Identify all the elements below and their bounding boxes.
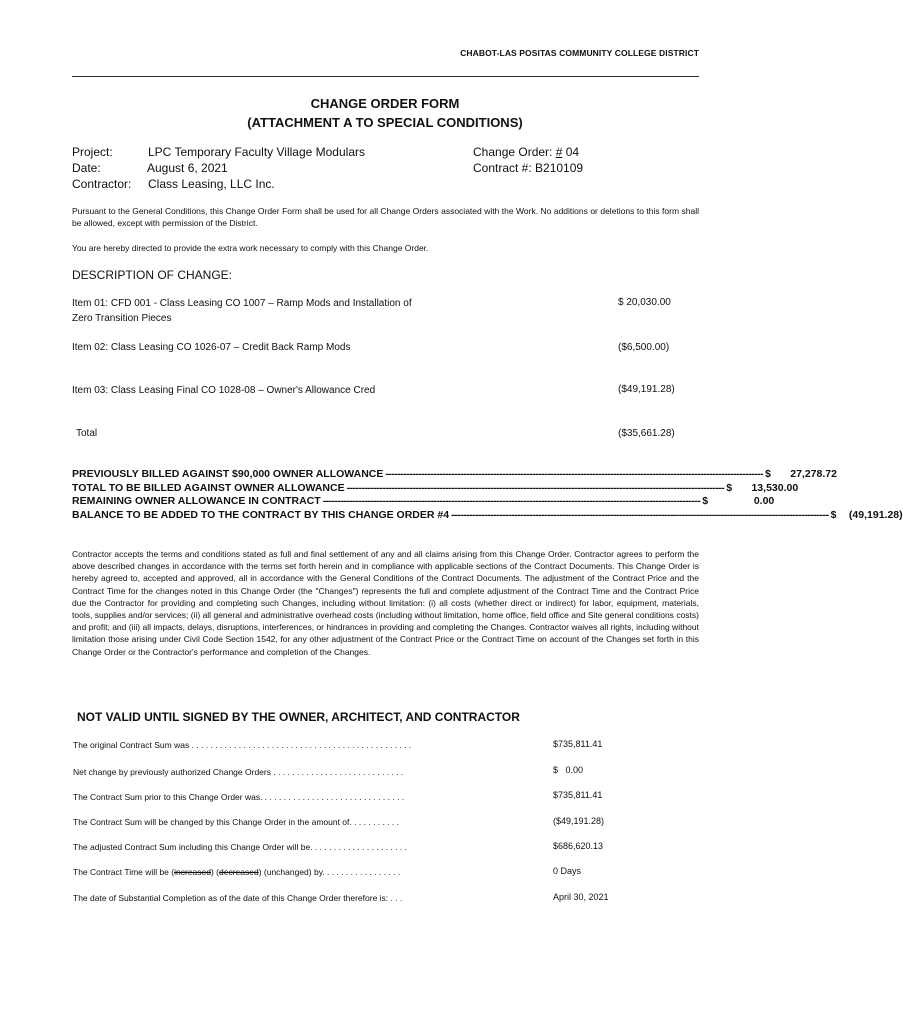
summary-label: PREVIOUSLY BILLED AGAINST $90,000 OWNER ALLOWANCE (72, 468, 384, 480)
contract-time-label (73, 867, 400, 877)
contract-time-value: 0 Days (553, 866, 582, 876)
change-order-label: Change Order: (473, 145, 556, 159)
description-heading: DESCRIPTION OF CHANGE: (72, 268, 233, 282)
total-label: Total (76, 428, 98, 439)
leader-dashes: ------------------------------------------------------------------------------------------------------------------------------ (322, 495, 701, 507)
contract-time-prefix: The Contract Time will be ( (73, 867, 175, 877)
original-sum-label: The original Contract Sum was . . . . . . . . . . . . . . . . . . . . . . . . . . . . . . . . . . . . . . . . . . . . . . . (73, 740, 412, 750)
substantial-completion-value: April 30, 2021 (553, 892, 609, 902)
adjusted-sum-label: The adjusted Contract Sum including this Change Order will be. . . . . . . . . . . . . . . . . . . . . (73, 842, 408, 852)
prior-sum-label: The Contract Sum prior to this Change Order was. . . . . . . . . . . . . . . . . . . . . . . . . . . . . . . (73, 792, 405, 802)
item-1-amount: $ 20,030.00 (618, 297, 671, 308)
increased-option: increased (174, 867, 211, 877)
form-title: CHANGE ORDER FORM (310, 96, 460, 111)
change-order-number (473, 145, 579, 159)
item-2-description: Item 02: Class Leasing CO 1026-07 – Credit Back Ramp Mods (72, 342, 351, 353)
district-name: CHABOT-LAS POSITAS COMMUNITY COLLEGE DISTRICT (460, 48, 699, 58)
summary-value: 27,278.72 (790, 468, 837, 480)
summary-value: 13,530.00 (751, 482, 799, 494)
contract-value: B210109 (535, 161, 584, 175)
item-1-description: Item 01: CFD 001 - Class Leasing CO 1007 – Ramp Mods and Installation of Zero Transition Pieces (72, 298, 412, 324)
summary-label: TOTAL TO BE BILLED AGAINST OWNER ALLOWANCE (72, 482, 345, 494)
leader-dashes: ------------------------------------------------------------------------------------------------------------------------------ (346, 482, 725, 494)
summary-row (72, 495, 775, 507)
item-3-amount: ($49,191.28) (618, 384, 675, 395)
change-order-value: 04 (562, 145, 580, 159)
decreased-option: decreased (218, 867, 259, 877)
form-subtitle: (ATTACHMENT A TO SPECIAL CONDITIONS) (247, 115, 523, 130)
contract-time-middle: ) ( (210, 867, 219, 877)
contract-label: Contract #: (473, 161, 536, 175)
directive-paragraph: You are hereby directed to provide the extra work necessary to comply with this Change Order. (72, 243, 429, 253)
contractor-value: Class Leasing, LLC Inc. (148, 177, 275, 191)
summary-label: BALANCE TO BE ADDED TO THE CONTRACT BY THIS CHANGE ORDER #4 (72, 509, 450, 521)
summary-currency: $ (702, 495, 709, 507)
item-3-description: Item 03: Class Leasing Final CO 1028-08 – Owner's Allowance Cred (72, 385, 376, 396)
change-amount-value: ($49,191.28) (553, 816, 605, 826)
original-sum-value: $735,811.41 (553, 739, 603, 749)
prior-sum-value: $735,811.41 (553, 790, 603, 800)
summary-row (72, 509, 903, 521)
signature-notice: NOT VALID UNTIL SIGNED BY THE OWNER, ARCHITECT, AND CONTRACTOR (77, 710, 520, 724)
summary-value: (49,191.28) (848, 509, 903, 521)
intro-paragraph: Pursuant to the General Conditions, this Change Order Form shall be used for all Change Orders associated with the Work. No additions or deletions to this form shall be allowed, except with permission of the District. (72, 206, 699, 229)
terms-paragraph: Contractor accepts the terms and conditions stated as full and final settlement of any and all claims arising from this Change Order. Contractor agrees to perform the above described changes in accordance with the terms set forth herein and in compliance with applicable sections of the Contract Documents. This Change Order is hereby agreed to, accepted and approved, all in accordance with the General Conditions of the Contract Documents. The adjustment of the Contract Price and the Contract Time for the changes noted in this Change Order (the "Changes") represents the full and complete adjustment of the Contract Time and the Contract Price due the Contractor for providing and completing such Changes, including without limitation: (i) all costs (whether direct or indirect) for labor, equipment, materials, tools, supplies and/or services; (ii) all general and administrative overhead costs (including without limitation, home office, field office and Site general conditions costs) and profit; and (iii) all impacts, delays, disruptions, interferences, or hindrances in providing and completing the Changes. Contractor waives all rights, including without limitation those arising under Civil Code Section 1542, for any other adjustment of the Contract Price or the Contract Time on account of the Changes set forth in this Change Order or the Contractor's performance and completion of the Changes. (72, 549, 699, 657)
leader-dashes: ------------------------------------------------------------------------------------------------------------------------------ (385, 468, 763, 480)
change-amount-label: The Contract Sum will be changed by this Change Order in the amount of. . . . . . . . . . . (73, 817, 399, 827)
contract-number (473, 161, 583, 175)
summary-value: 0.00 (753, 495, 775, 507)
summary-currency: $ (726, 482, 733, 494)
summary-row (72, 468, 837, 480)
leader-dashes: ------------------------------------------------------------------------------------------------------------------------------ (451, 509, 829, 521)
net-change-label: Net change by previously authorized Change Orders . . . . . . . . . . . . . . . . . . . . . . . . . . . . (73, 767, 404, 777)
substantial-completion-label: The date of Substantial Completion as of the date of this Change Order therefore is: . . . (73, 893, 403, 903)
item-2-amount: ($6,500.00) (618, 342, 670, 353)
summary-label: REMAINING OWNER ALLOWANCE IN CONTRACT (72, 495, 321, 507)
project-label: Project: (72, 145, 113, 159)
change-order-hash: # (555, 145, 563, 159)
project-value: LPC Temporary Faculty Village Modulars (148, 145, 365, 159)
contractor-label: Contractor: (72, 177, 132, 191)
net-change-value: $ 0.00 (553, 765, 584, 775)
adjusted-sum-value: $686,620.13 (553, 841, 604, 851)
date-value: August 6, 2021 (147, 161, 228, 175)
contract-time-suffix: ) (unchanged) by. . . . . . . . . . . . . . . . . (258, 867, 401, 877)
summary-currency: $ (764, 468, 771, 480)
summary-currency: $ (830, 509, 837, 521)
summary-row (72, 482, 799, 494)
total-amount: ($35,661.28) (618, 428, 675, 439)
date-label: Date: (72, 161, 101, 175)
header-divider (72, 76, 699, 77)
